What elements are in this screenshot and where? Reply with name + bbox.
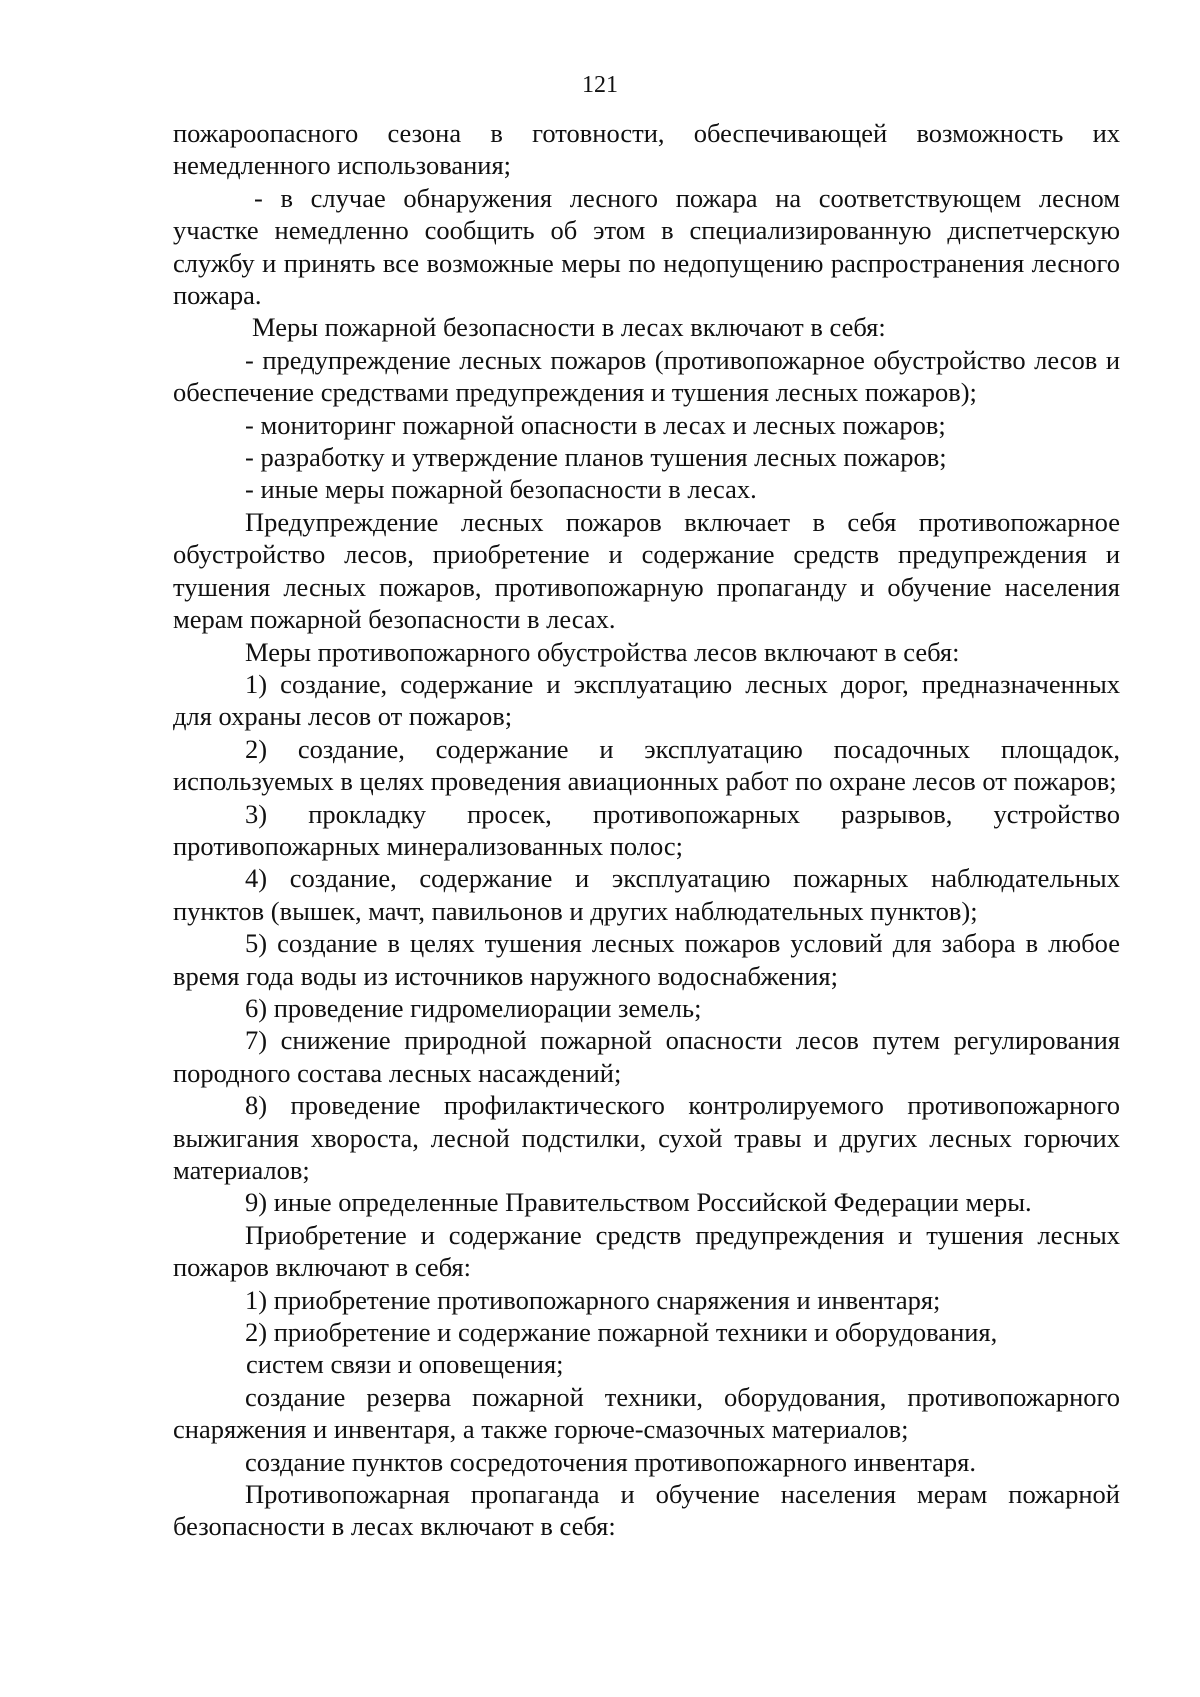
paragraph-4: - предупреждение лесных пожаров (противопожарное обустройство лесов и обеспечение средствами предупреждения и тушения лесных пожаров); bbox=[173, 344, 1120, 408]
paragraph-24: создание пунктов сосредоточения противопожарного инвентаря. bbox=[245, 1446, 976, 1477]
paragraph-15: 6) проведение гидромелиорации земель; bbox=[245, 992, 702, 1023]
paragraph-6: - разработку и утверждение планов тушения лесных пожаров; bbox=[245, 442, 947, 473]
paragraph-18: 9) иные определенные Правительством Российской Федерации меры. bbox=[245, 1187, 1032, 1218]
paragraph-8: Предупреждение лесных пожаров включает в себя противопожарное обустройство лесов, приобретение и содержание средств предупреждения и тушения лесных пожаров, противопожарную пропаганду и обучение населения мерам пожарной безопасности в лесах. bbox=[173, 506, 1120, 635]
paragraph-7: - иные меры пожарной безопасности в лесах. bbox=[245, 474, 757, 505]
paragraph-10: 1) создание, содержание и эксплуатацию лесных дорог, предназначенных для охраны лесов от пожаров; bbox=[173, 668, 1120, 732]
paragraph-3: Меры пожарной безопасности в лесах включают в себя: bbox=[252, 312, 886, 343]
paragraph-22: систем связи и оповещения; bbox=[246, 1349, 564, 1380]
paragraph-13: 4) создание, содержание и эксплуатацию пожарных наблюдательных пунктов (вышек, мачт, павильонов и других наблюдательных пунктов); bbox=[173, 863, 1120, 926]
paragraph-2: - в случае обнаружения лесного пожара на соответствующем лесном участке немедленно сообщить об этом в специализированную диспетчерскую службу и принять все возможные меры по недопущению распространения лесного пожара. bbox=[173, 182, 1120, 311]
document-body bbox=[173, 117, 1120, 1543]
paragraph-9: Меры противопожарного обустройства лесов включают в себя: bbox=[245, 636, 960, 667]
paragraph-21: 2) приобретение и содержание пожарной техники и оборудования, bbox=[245, 1317, 998, 1348]
paragraph-5: - мониторинг пожарной опасности в лесах и лесных пожаров; bbox=[245, 409, 946, 440]
paragraph-23: создание резерва пожарной техники, оборудования, противопожарного снаряжения и инвентаря, а также горюче-смазочных материалов; bbox=[173, 1381, 1120, 1445]
paragraph-1: пожароопасного сезона в готовности, обеспечивающей возможность их немедленного использования; bbox=[173, 118, 1120, 181]
paragraph-14: 5) создание в целях тушения лесных пожаров условий для забора в любое время года воды из источников наружного водоснабжения; bbox=[173, 928, 1120, 991]
paragraph-16: 7) снижение природной пожарной опасности лесов путем регулирования породного состава лесных насаждений; bbox=[173, 1025, 1120, 1088]
paragraph-25: Противопожарная пропаганда и обучение населения мерам пожарной безопасности в лесах включают в себя: bbox=[173, 1479, 1120, 1542]
paragraph-12: 3) прокладку просек, противопожарных разрывов, устройство противопожарных минерализованных полос; bbox=[173, 798, 1120, 861]
page-number: 121 bbox=[582, 72, 618, 98]
paragraph-20: 1) приобретение противопожарного снаряжения и инвентаря; bbox=[245, 1284, 941, 1315]
paragraph-17: 8) проведение профилактического контролируемого противопожарного выжигания хвороста, лесной подстилки, сухой травы и других лесных горючих материалов; bbox=[173, 1090, 1120, 1185]
paragraph-19: Приобретение и содержание средств предупреждения и тушения лесных пожаров включают в себя: bbox=[173, 1219, 1120, 1283]
paragraph-11: 2) создание, содержание и эксплуатацию посадочных площадок, используемых в целях проведения авиационных работ по охране лесов от пожаров; bbox=[173, 733, 1120, 797]
